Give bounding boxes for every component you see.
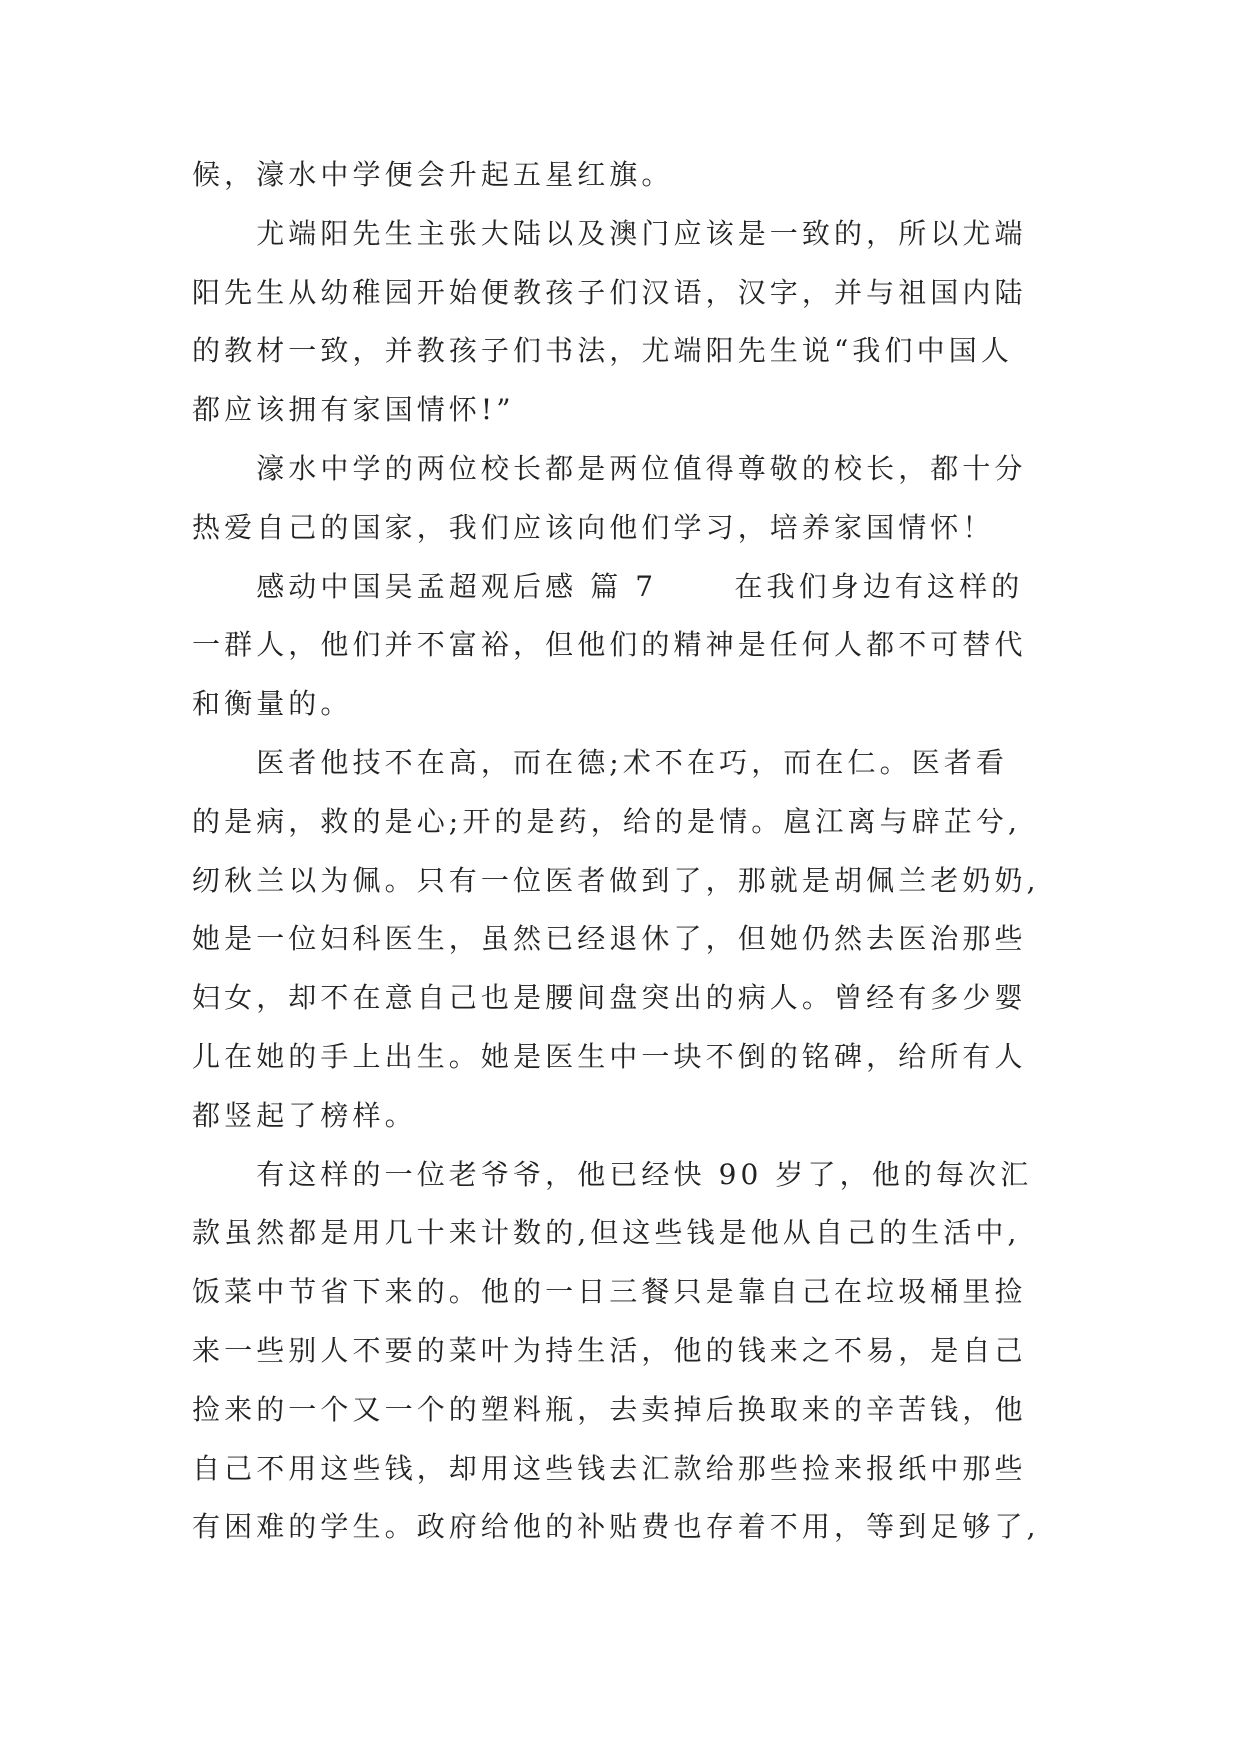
text-line: 阳先生从幼稚园开始便教孩子们汉语，汉字，并与祖国内陆 [192,275,1027,309]
text-line: 医者他技不在高，而在德;术不在巧，而在仁。医者看 [192,745,1009,779]
text-line: 和衡量的。 [192,687,353,721]
text-line: 纫秋兰以为佩。只有一位医者做到了，那就是胡佩兰老奶奶, [192,863,1040,897]
text-line: 热爱自己的国家，我们应该向他们学习，培养家国情怀！ [192,510,995,544]
text-line: 捡来的一个又一个的塑料瓶，去卖掉后换取来的辛苦钱，他 [192,1392,1027,1426]
text-line: 尤端阳先生主张大陆以及澳门应该是一致的，所以尤端 [192,216,1027,250]
text-line: 自己不用这些钱，却用这些钱去汇款给那些捡来报纸中那些 [192,1451,1027,1485]
document-body [192,160,1052,1571]
text-line: 感动中国吴孟超观后感 篇 7 在我们身边有这样的 [192,569,1024,603]
text-line: 儿在她的手上出生。她是医生中一块不倒的铭碑，给所有人 [192,1039,1027,1073]
text-line: 濠水中学的两位校长都是两位值得尊敬的校长，都十分 [192,451,1027,485]
text-line: 的教材一致，并教孩子们书法，尤端阳先生说“我们中国人 [192,334,1013,368]
text-line: 都竖起了榜样。 [192,1098,417,1132]
text-line: 有困难的学生。政府给他的补贴费也存着不用，等到足够了, [192,1510,1040,1544]
text-line: 候，濠水中学便会升起五星红旗。 [192,158,674,191]
text-line: 的是病，救的是心;开的是药，给的是情。扈江离与辟芷兮, [192,804,1022,838]
text-line: 款虽然都是用几十来计数的,但这些钱是他从自己的生活中, [192,1216,1021,1250]
text-line: 她是一位妇科医生，虽然已经退休了，但她仍然去医治那些 [192,922,1027,956]
text-line: 妇女，却不在意自己也是腰间盘突出的病人。曾经有多少婴 [192,981,1027,1015]
text-line: 饭菜中节省下来的。他的一日三餐只是靠自己在垃圾桶里捡 [192,1275,1027,1309]
text-line: 都应该拥有家国情怀!” [192,393,515,427]
text-line: 一群人，他们并不富裕，但他们的精神是任何人都不可替代 [192,628,1027,662]
text-line: 来一些别人不要的菜叶为持生活，他的钱来之不易，是自己 [192,1333,1027,1367]
text-line: 有这样的一位老爷爷，他已经快 90 岁了，他的每次汇 [192,1157,1033,1191]
